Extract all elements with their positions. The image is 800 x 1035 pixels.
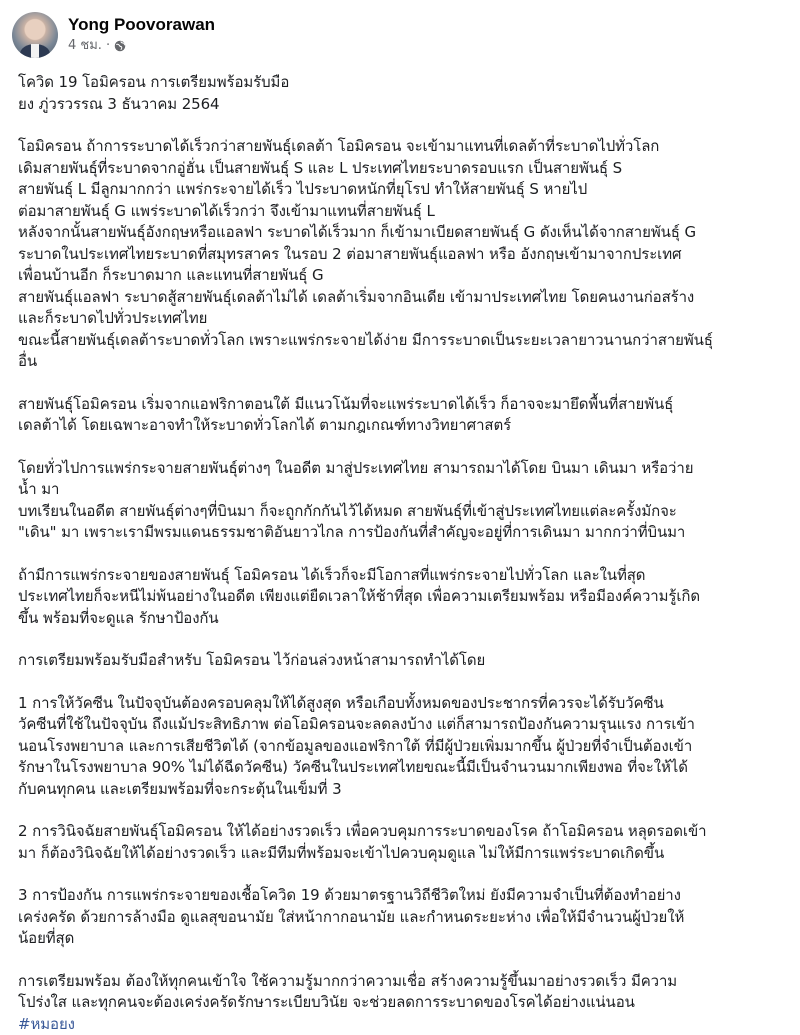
post-text-line: โควิด 19 โอมิครอน การเตรียมพร้อมรับมือ <box>18 72 788 94</box>
paragraph-gap <box>18 437 788 458</box>
post-paragraph <box>18 458 788 544</box>
post-text-line: สายพันธุ์แอลฟา ระบาดสู้สายพันธุ์เดลต้าไม่ได้ เดลต้าเริ่มจากอินเดีย เข้ามาประเทศไทย โดยคนงานก่อสร้าง <box>18 287 788 309</box>
post-text-line: การเตรียมพร้อม ต้องให้ทุกคนเข้าใจ ใช้ความรู้มากกว่าความเชื่อ สร้างความรู้ขึ้นมาอย่างรวดเร็ว มีความ <box>18 971 788 993</box>
post-text-line: สายพันธุ์โอมิครอน เริ่มจากแอฟริกาตอนใต้ มีแนวโน้มที่จะแพร่ระบาดได้เร็ว ก็อาจจะมายึดพื้นที่สายพันธุ์ <box>18 394 788 416</box>
post-text-line: วัคซีนที่ใช้ในปัจจุบัน ถึงแม้ประสิทธิภาพ ต่อโอมิครอนจะลดลงบ้าง แต่ก็สามารถป้องกันความรุนแรง การเข้า <box>18 714 788 736</box>
post-text-line: ยง ภู่วรวรรณ 3 ธันวาคม 2564 <box>18 94 788 116</box>
avatar-collar <box>31 44 39 58</box>
paragraph-gap <box>18 629 788 650</box>
post-text-line: อื่น <box>18 351 788 373</box>
post-text-line: เพื่อนบ้านอีก ก็ระบาดมาก และแทนที่สายพันธุ์ G <box>18 265 788 287</box>
post-paragraph <box>18 565 788 630</box>
post-text-line: รักษาในโรงพยาบาล 90% ไม่ได้ฉีดวัคซีน) วัคซีนในประเทศไทยขณะนี้มีเป็นจำนวนมากเพียงพอ ที่จะให้ได้ <box>18 757 788 779</box>
post-text-line: 1 การให้วัคซีน ในปัจจุบันต้องครอบคลุมให้ได้สูงสุด หรือเกือบทั้งหมดของประชากรที่ควรจะได้รับวัคซีน <box>18 693 788 715</box>
post-paragraph <box>18 394 788 437</box>
post-text-line: โปร่งใส และทุกคนจะต้องเคร่งครัดรักษาระเบียบวินัย จะช่วยลดการระบาดของโรคได้อย่างแน่นอน <box>18 992 788 1014</box>
post-text-line: โดยทั่วไปการแพร่กระจายสายพันธุ์ต่างๆ ในอดีต มาสู่ประเทศไทย สามารถมาได้โดย บินมา เดินมา หรือว่าย <box>18 458 788 480</box>
separator-dot: · <box>106 37 110 55</box>
post-text-line: การเตรียมพร้อมรับมือสำหรับ โอมิครอน ไว้ก่อนล่วงหน้าสามารถทำได้โดย <box>18 650 788 672</box>
post-body <box>12 72 788 1035</box>
post-text-line: ระบาดในประเทศไทยระบาดที่สมุทรสาคร ในรอบ 2 ต่อมาสายพันธุ์แอลฟา หรือ อังกฤษเข้ามาจากประเทศ <box>18 244 788 266</box>
post-text-line: ประเทศไทยก็จะหนีไม่พ้นอย่างในอดีต เพียงแต่ยืดเวลาให้ช้าที่สุด เพื่อความเตรียมพร้อม หรือมีองค์ความรู้เกิด <box>18 586 788 608</box>
paragraph-gap <box>18 373 788 394</box>
globe-icon[interactable] <box>114 40 126 52</box>
post-header <box>12 10 788 60</box>
post-text-line: นอนโรงพยาบาล และการเสียชีวิตได้ (จากข้อมูลของแอฟริกาใต้ ที่มีผู้ป่วยเพิ่มมากขึ้น ผู้ป่วยที่จำเป็นต้องเข้า <box>18 736 788 758</box>
post-text-line: สายพันธุ์ L มีลูกมากกว่า แพร่กระจายได้เร็ว ไประบาดหนักที่ยุโรป ทำให้สายพันธุ์ S หายไป <box>18 179 788 201</box>
post-text-line: เดิมสายพันธุ์ที่ระบาดจากอู่ฮั่น เป็นสายพันธุ์ S และ L ประเทศไทยระบาดรอบแรก เป็นสายพันธุ์ S <box>18 158 788 180</box>
post-text-line: ขึ้น พร้อมที่จะดูแล รักษาป้องกัน <box>18 608 788 630</box>
paragraph-gap <box>18 800 788 821</box>
post-time[interactable]: 4 ชม. <box>68 37 102 55</box>
post-text-line: มา ก็ต้องวินิจฉัยให้ได้อย่างรวดเร็ว และมีทีมที่พร้อมจะเข้าไปควบคุมดูแล ไม่ให้มีการแพร่ระบาดเกิดขึ้น <box>18 843 788 865</box>
post-paragraph <box>18 885 788 950</box>
post-text-line: ขณะนี้สายพันธุ์เดลต้าระบาดทั่วโลก เพราะแพร่กระจายได้ง่าย มีการระบาดเป็นระยะเวลายาวนานกว่าสายพันธุ์ <box>18 330 788 352</box>
author-avatar[interactable] <box>12 12 58 58</box>
paragraph-gap <box>18 864 788 885</box>
post-text-line: น้อยที่สุด <box>18 928 788 950</box>
post-paragraph <box>18 971 788 1014</box>
post-text-line: "เดิน" มา เพราะเรามีพรมแดนธรรมชาติอันยาวไกล การป้องกันที่สำคัญจะอยู่ที่การเดินมา มากกว่าที่บินมา <box>18 522 788 544</box>
post-meta <box>68 15 215 55</box>
post-text-line: เดลต้าได้ โดยเฉพาะอาจทำให้ระบาดทั่วโลกได้ ตามกฎเกณฑ์ทางวิทยาศาสตร์ <box>18 415 788 437</box>
post-text-line: 2 การวินิจฉัยสายพันธุ์โอมิครอน ให้ได้อย่างรวดเร็ว เพื่อควบคุมการระบาดของโรค ถ้าโอมิครอน หลุดรอดเข้า <box>18 821 788 843</box>
paragraph-gap <box>18 950 788 971</box>
post-text-line: น้ำ มา <box>18 479 788 501</box>
author-name[interactable]: Yong Poovorawan <box>68 15 215 35</box>
hashtag-link[interactable]: #หมอยง <box>18 1014 788 1035</box>
post-paragraph <box>18 821 788 864</box>
paragraph-gap <box>18 115 788 136</box>
paragraph-gap <box>18 544 788 565</box>
post-text-line: ถ้ามีการแพร่กระจายของสายพันธุ์ โอมิครอน ได้เร็วก็จะมีโอกาสที่แพร่กระจายไปทั่วโลก และในที่สุด <box>18 565 788 587</box>
post-text-line: กับคนทุกคน และเตรียมพร้อมที่จะกระตุ้นในเข็มที่ 3 <box>18 779 788 801</box>
post-text-line: เคร่งครัด ด้วยการล้างมือ ดูแลสุขอนามัย ใส่หน้ากากอนามัย และกำหนดระยะห่าง เพื่อให้มีจำนวนผู้ป่วยให้ <box>18 907 788 929</box>
post-paragraph <box>18 72 788 115</box>
post-paragraph <box>18 136 788 373</box>
paragraph-gap <box>18 672 788 693</box>
post-text-line: หลังจากนั้นสายพันธุ์อังกฤษหรือแอลฟา ระบาดได้เร็วมาก ก็เข้ามาเบียดสายพันธุ์ G ดังเห็นได้จากสายพันธุ์ G <box>18 222 788 244</box>
post-text-line: โอมิครอน ถ้าการระบาดได้เร็วกว่าสายพันธุ์เดลต้า โอมิครอน จะเข้ามาแทนที่เดลต้าที่ระบาดไปทั่วโลก <box>18 136 788 158</box>
post-text-line: บทเรียนในอดีต สายพันธุ์ต่างๆที่บินมา ก็จะถูกกักกันไว้ได้หมด สายพันธุ์ที่เข้าสู่ประเทศไทยแต่ละครั้งมักจะ <box>18 501 788 523</box>
post-text-line: 3 การป้องกัน การแพร่กระจายของเชื้อโควิด 19 ด้วยมาตรฐานวิถีชีวิตใหม่ ยังมีความจำเป็นที่ต้องทำอย่าง <box>18 885 788 907</box>
post-subline <box>68 37 215 55</box>
post-text-line: และก็ระบาดไปทั่วประเทศไทย <box>18 308 788 330</box>
post-paragraph <box>18 650 788 672</box>
post-paragraph <box>18 693 788 801</box>
post-text-line: ต่อมาสายพันธุ์ G แพร่ระบาดได้เร็วกว่า จึงเข้ามาแทนที่สายพันธุ์ L <box>18 201 788 223</box>
